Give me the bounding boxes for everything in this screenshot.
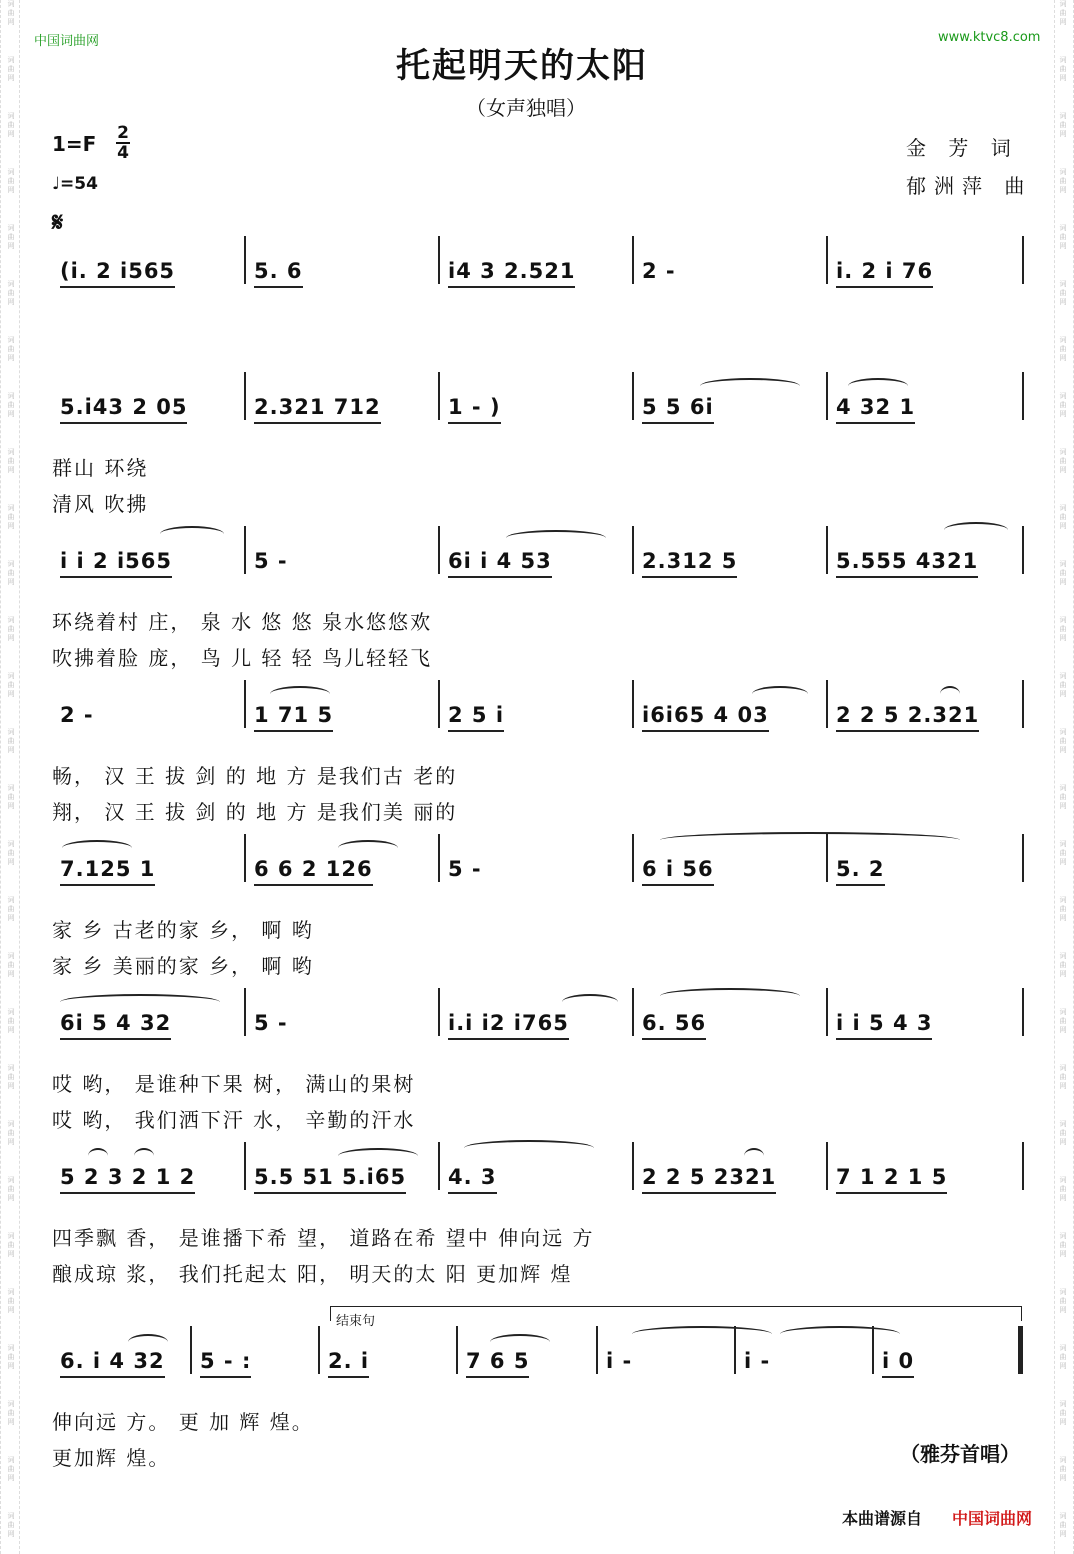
watermark-text: 词 曲 网	[7, 1008, 15, 1034]
measure	[634, 548, 828, 588]
lyric-line: 酿成琼 浆， 我们托起太 阳， 明天的太 阳 更加辉 煌	[52, 1262, 573, 1286]
lyric-line: 哎 哟， 我们洒下汗 水， 辛勤的汗水	[52, 1108, 416, 1132]
score-row	[52, 394, 1024, 434]
bar-line	[1022, 988, 1024, 1036]
measure-notes: 5.555 4321	[836, 548, 978, 578]
lyric-line: 家 乡 古老的家 乡， 啊 哟	[52, 918, 314, 942]
measure	[440, 856, 634, 896]
measure-notes: 2 5 i	[448, 702, 504, 732]
lyric-line: 四季飘 香， 是谁播下希 望， 道路在希 望中 伸向远 方	[52, 1226, 595, 1250]
slur	[60, 994, 220, 1010]
measure	[52, 394, 246, 434]
measure-notes: 2. i	[328, 1348, 369, 1378]
watermark-text: 词 曲 网	[1059, 1288, 1067, 1314]
score-row	[52, 258, 1024, 298]
watermark-text: 词 曲 网	[7, 560, 15, 586]
site-url-right[interactable]: www.ktvc8.com	[938, 30, 1041, 45]
measure-notes: i 0	[882, 1348, 914, 1378]
measure	[828, 548, 1024, 588]
watermark-text: 词 曲 网	[1059, 224, 1067, 250]
watermark-text: 词 曲 网	[1059, 1232, 1067, 1258]
measure-notes: 5 2 3 2 1 2	[60, 1164, 195, 1194]
bar-line	[1022, 236, 1024, 284]
watermark-text: 词 曲 网	[7, 896, 15, 922]
measure	[634, 702, 828, 742]
measure	[634, 258, 828, 298]
slur	[848, 378, 908, 394]
watermark-text: 词 曲 网	[7, 0, 15, 26]
time-signature-bottom: 4	[117, 143, 129, 163]
watermark-text: 词 曲 网	[7, 280, 15, 306]
watermark-text: 词 曲 网	[7, 616, 15, 642]
lyric-line: 环绕着村 庄， 泉 水 悠 悠 泉水悠悠欢	[52, 610, 433, 634]
measure	[828, 702, 1024, 742]
watermark-text: 词 曲 网	[7, 224, 15, 250]
measure-notes: 5 -	[448, 857, 482, 881]
measure	[192, 1348, 320, 1388]
bar-line	[1022, 526, 1024, 574]
measure	[246, 1010, 440, 1050]
measure-notes: 5. 2	[836, 856, 885, 886]
measure	[634, 394, 828, 434]
watermark-text: 词 曲 网	[7, 1344, 15, 1370]
bar-line	[1022, 1142, 1024, 1190]
watermark-text: 词 曲 网	[1059, 336, 1067, 362]
watermark-text: 词 曲 网	[7, 168, 15, 194]
watermark-text: 词 曲 网	[7, 1176, 15, 1202]
watermark-text: 词 曲 网	[1059, 280, 1067, 306]
watermark-text: 词 曲 网	[7, 504, 15, 530]
score-row	[52, 1348, 1024, 1388]
measure-notes: i -	[744, 1349, 771, 1373]
watermark-text: 词 曲 网	[7, 1232, 15, 1258]
watermark-text: 词 曲 网	[7, 1064, 15, 1090]
watermark-text: 词 曲 网	[7, 784, 15, 810]
watermark-text: 词 曲 网	[1059, 672, 1067, 698]
slur	[160, 526, 224, 542]
watermark-text: 词 曲 网	[1059, 616, 1067, 642]
measure-notes: 7 1 2 1 5	[836, 1164, 947, 1194]
measure	[246, 702, 440, 742]
tempo-marking: ♩=54	[52, 174, 98, 194]
measure-notes: 6i 5 4 32	[60, 1010, 171, 1040]
bar-line	[1022, 372, 1024, 420]
time-signature-top: 2	[117, 123, 129, 143]
watermark-text: 词 曲 网	[1059, 1008, 1067, 1034]
watermark-text: 词 曲 网	[1059, 112, 1067, 138]
measure-notes: i4 3 2.521	[448, 258, 575, 288]
measure-notes: 2 -	[60, 703, 94, 727]
measure-notes: i i 5 4 3	[836, 1010, 932, 1040]
watermark-text: 词 曲 网	[7, 336, 15, 362]
measure-notes: i -	[606, 1349, 633, 1373]
watermark-text: 词 曲 网	[1059, 952, 1067, 978]
slur	[944, 522, 1008, 538]
measure-notes: 7.125 1	[60, 856, 155, 886]
watermark-text: 词 曲 网	[1059, 896, 1067, 922]
measure-notes: 5.i43 2 05	[60, 394, 187, 424]
measure-notes: 6i i 4 53	[448, 548, 552, 578]
measure-notes: i.i i2 i765	[448, 1010, 569, 1040]
score-row	[52, 1164, 1024, 1204]
bar-line	[1022, 680, 1024, 728]
score-row	[52, 856, 1024, 896]
measure-notes: 5 - :	[200, 1348, 251, 1378]
footer-source-label: 本曲谱源自	[842, 1509, 923, 1528]
footer-source-site[interactable]: 中国词曲网	[952, 1509, 1033, 1528]
measure-notes: i. 2 i 76	[836, 258, 933, 288]
watermark-text: 词 曲 网	[7, 728, 15, 754]
watermark-text: 词 曲 网	[1059, 840, 1067, 866]
measure	[52, 702, 246, 742]
measure-notes: 5 -	[254, 549, 288, 573]
watermark-text: 词 曲 网	[7, 840, 15, 866]
measure-notes: 1 71 5	[254, 702, 333, 732]
song-title: 托起明天的太阳	[396, 46, 648, 86]
watermark-text: 词 曲 网	[1059, 0, 1067, 26]
measure	[440, 1010, 634, 1050]
measure-notes: 2 2 5 2.321	[836, 702, 979, 732]
measure-notes: 5 5 6i	[642, 394, 714, 424]
measure-notes: 4 32 1	[836, 394, 915, 424]
measure	[52, 1010, 246, 1050]
slur	[660, 988, 800, 1004]
slur	[128, 1334, 168, 1350]
lyric-line: 吹拂着脸 庞， 鸟 儿 轻 轻 鸟儿轻轻飞	[52, 646, 433, 670]
song-subtitle: （女声独唱）	[466, 96, 586, 120]
lyric-line: 清风 吹拂	[52, 492, 149, 516]
measure	[634, 1010, 828, 1050]
measure	[440, 1164, 634, 1204]
watermark-text: 词 曲 网	[1059, 56, 1067, 82]
watermark-text: 词 曲 网	[1059, 784, 1067, 810]
lyric-line: 家 乡 美丽的家 乡， 啊 哟	[52, 954, 314, 978]
measure-notes: 6. i 4 32	[60, 1348, 165, 1378]
measure	[634, 856, 828, 896]
measure	[52, 548, 246, 588]
slur	[270, 686, 330, 702]
slur	[88, 1148, 108, 1164]
score-row	[52, 702, 1024, 742]
watermark-text: 词 曲 网	[7, 1512, 15, 1538]
measure	[440, 702, 634, 742]
ending-bracket	[330, 1306, 1022, 1321]
measure	[440, 258, 634, 298]
measure-notes: i i 2 i565	[60, 548, 172, 578]
watermark-text: 词 曲 网	[1059, 1176, 1067, 1202]
slur	[700, 378, 800, 394]
measure-notes: 2.312 5	[642, 548, 737, 578]
measure-notes: 5 -	[254, 1011, 288, 1035]
watermark-text: 词 曲 网	[7, 1400, 15, 1426]
slur	[338, 840, 398, 856]
lyricist-credit: 金 芳 词	[906, 136, 1019, 160]
slur	[338, 1148, 418, 1164]
first-singer-note: （雅芬首唱）	[900, 1442, 1020, 1466]
watermark-text: 词 曲 网	[1059, 1064, 1067, 1090]
measure	[828, 258, 1024, 298]
slur	[62, 840, 132, 856]
segno-sign: 𝄋	[52, 208, 64, 238]
watermark-text: 词 曲 网	[1059, 504, 1067, 530]
composer-credit: 郁洲萍 曲	[906, 174, 1033, 198]
measure-notes: 6 i 56	[642, 856, 714, 886]
measure-notes: 2.321 712	[254, 394, 381, 424]
measure-notes: 1 - )	[448, 394, 501, 424]
bar-line	[1018, 1326, 1023, 1374]
measure-notes: 4. 3	[448, 1164, 497, 1194]
measure-notes: 6. 56	[642, 1010, 706, 1040]
time-signature	[116, 124, 130, 162]
watermark-text: 词 曲 网	[7, 112, 15, 138]
slur	[490, 1334, 550, 1350]
lyric-line: 伸向远 方。 更 加 辉 煌。	[52, 1410, 314, 1434]
watermark-text: 词 曲 网	[7, 672, 15, 698]
slur	[632, 1326, 772, 1342]
watermark-text: 词 曲 网	[1059, 1512, 1067, 1538]
measure-notes: (i. 2 i565	[60, 258, 175, 288]
measure-notes: 5. 6	[254, 258, 303, 288]
slur	[744, 1148, 764, 1164]
lyric-line: 群山 环绕	[52, 456, 149, 480]
measure	[320, 1348, 458, 1388]
measure	[246, 258, 440, 298]
measure	[458, 1348, 598, 1388]
measure	[736, 1348, 874, 1388]
measure	[440, 394, 634, 434]
measure-notes: 6 6 2 126	[254, 856, 373, 886]
key-signature: 1=F	[52, 132, 97, 156]
site-name-left[interactable]: 中国词曲网	[34, 34, 100, 49]
measure	[246, 856, 440, 896]
measure	[828, 1010, 1024, 1050]
measure-notes: 7 6 5	[466, 1348, 529, 1378]
watermark-text: 词 曲 网	[7, 1456, 15, 1482]
slur	[464, 1140, 594, 1156]
lyric-line: 更加辉 煌。	[52, 1446, 171, 1470]
measure	[246, 548, 440, 588]
watermark-text: 词 曲 网	[1059, 1120, 1067, 1146]
measure	[246, 394, 440, 434]
measure	[52, 856, 246, 896]
measure	[828, 394, 1024, 434]
measure	[246, 1164, 440, 1204]
slur	[134, 1148, 154, 1164]
bar-line	[1022, 834, 1024, 882]
watermark-text: 词 曲 网	[1059, 392, 1067, 418]
measure	[634, 1164, 828, 1204]
slur	[752, 686, 808, 702]
watermark-text: 词 曲 网	[1059, 728, 1067, 754]
slur	[660, 832, 960, 848]
score-row	[52, 1010, 1024, 1050]
watermark-text: 词 曲 网	[1059, 168, 1067, 194]
watermark-text: 词 曲 网	[7, 392, 15, 418]
measure	[598, 1348, 736, 1388]
watermark-text: 词 曲 网	[7, 1288, 15, 1314]
slur	[562, 994, 618, 1010]
watermark-text: 词 曲 网	[7, 56, 15, 82]
score-row	[52, 548, 1024, 588]
measure-notes: i6i65 4 03	[642, 702, 769, 732]
watermark-text: 词 曲 网	[7, 1120, 15, 1146]
measure-notes: 5.5 51 5.i65	[254, 1164, 406, 1194]
watermark-text: 词 曲 网	[7, 448, 15, 474]
measure-notes: 2 -	[642, 259, 676, 283]
measure	[440, 548, 634, 588]
slur	[780, 1326, 900, 1342]
measure	[828, 856, 1024, 896]
watermark-text: 词 曲 网	[1059, 1344, 1067, 1370]
watermark-text: 词 曲 网	[7, 952, 15, 978]
watermark-text: 词 曲 网	[1059, 448, 1067, 474]
watermark-text: 词 曲 网	[1059, 1456, 1067, 1482]
watermark-text: 词 曲 网	[1059, 560, 1067, 586]
measure	[52, 258, 246, 298]
lyric-line: 哎 哟， 是谁种下果 树， 满山的果树	[52, 1072, 416, 1096]
ending-label: 结束句	[336, 1314, 376, 1329]
slur	[940, 686, 960, 702]
measure	[828, 1164, 1024, 1204]
lyric-line: 翔， 汉 王 拔 剑 的 地 方 是我们美 丽的	[52, 800, 458, 824]
slur	[506, 530, 606, 546]
measure	[52, 1164, 246, 1204]
measure	[52, 1348, 192, 1388]
watermark-text: 词 曲 网	[1059, 1400, 1067, 1426]
lyric-line: 畅， 汉 王 拔 剑 的 地 方 是我们古 老的	[52, 764, 458, 788]
measure	[874, 1348, 1024, 1388]
measure-notes: 2 2 5 2321	[642, 1164, 776, 1194]
